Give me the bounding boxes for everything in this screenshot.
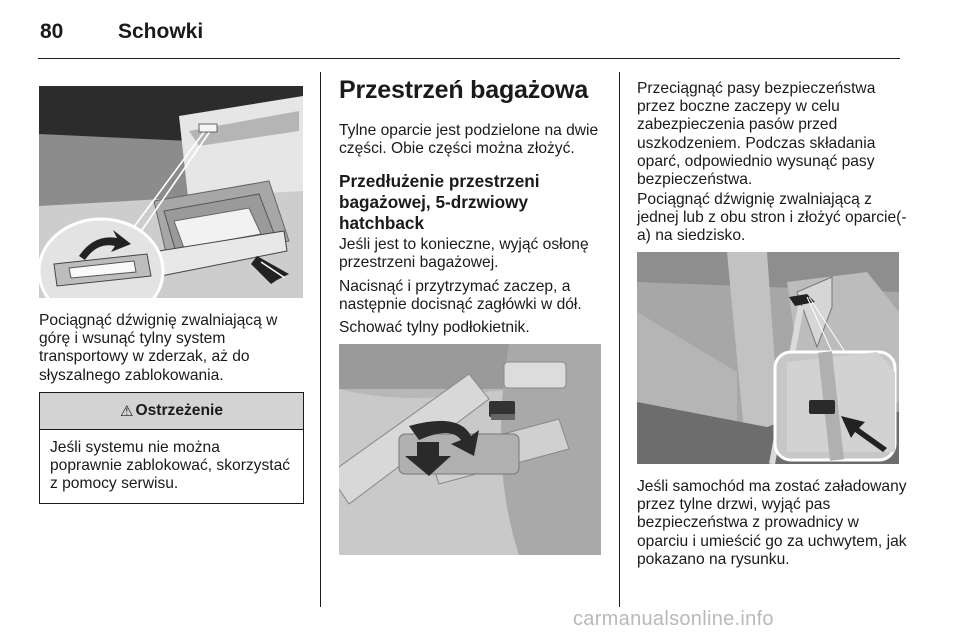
- watermark: carmanualsonline.info: [573, 608, 774, 630]
- seatbelt-instruction: Przeciągnąć pasy bezpieczeństwa przez boczne zaczepy w celu zabezpieczenia pasów przed uszkodzeniem. Podczas składania oparć, odpowiednio wysunąć pasy bezpieczeństwa.: [637, 80, 876, 189]
- seatbelt-guide-illustration: [637, 252, 899, 464]
- headrest-latch-illustration: [339, 344, 601, 555]
- page-title: Przestrzeń bagażowa: [339, 76, 589, 104]
- warning-triangle-icon: ⚠: [120, 403, 134, 420]
- headrest-instruction: Nacisnąć i przytrzymać zaczep, a następnie docisnąć zagłówki w dół.: [339, 278, 582, 314]
- fold-backrest-instruction: Pociągnąć dźwignię zwalniającą z jednej lub z obu stron i złożyć oparcie(-a) na siedzisko.: [637, 191, 907, 245]
- transport-system-instruction: Pociągnąć dźwignię zwalniającą w górę i wsunąć tylny system transportowy w zderzak, aż do słyszalnego zablokowania.: [39, 312, 278, 384]
- remove-cover-instruction: Jeśli jest to konieczne, wyjąć osłonę przestrzeni bagażowej.: [339, 236, 589, 272]
- warning-box: [39, 392, 304, 504]
- column-divider-right: [619, 72, 620, 607]
- warning-body: Jeśli systemu nie można poprawnie zablokować, skorzystać z pomocy serwisu.: [50, 439, 291, 493]
- subheading: Przedłużenie przestrzeni bagażowej, 5-drzwiowy hatchback: [339, 171, 540, 233]
- warning-title: Ostrzeżenie: [135, 402, 223, 419]
- page-number: 80: [40, 20, 64, 43]
- section-title: Schowki: [118, 20, 204, 43]
- column-divider-left: [320, 72, 321, 607]
- warning-header: [40, 393, 303, 430]
- trunk-transport-system-illustration: [39, 86, 303, 298]
- rear-door-loading-instruction: Jeśli samochód ma zostać załadowany przez tylne drzwi, wyjąć pas bezpieczeństwa z prowadnicy w oparciu i umieścić go za uchwytem, jak pokazano na rysunku.: [637, 478, 907, 568]
- armrest-instruction: Schować tylny podłokietnik.: [339, 319, 530, 336]
- header-rule: [38, 58, 900, 59]
- intro-paragraph: Tylne oparcie jest podzielone na dwie części. Obie części można złożyć.: [339, 122, 599, 158]
